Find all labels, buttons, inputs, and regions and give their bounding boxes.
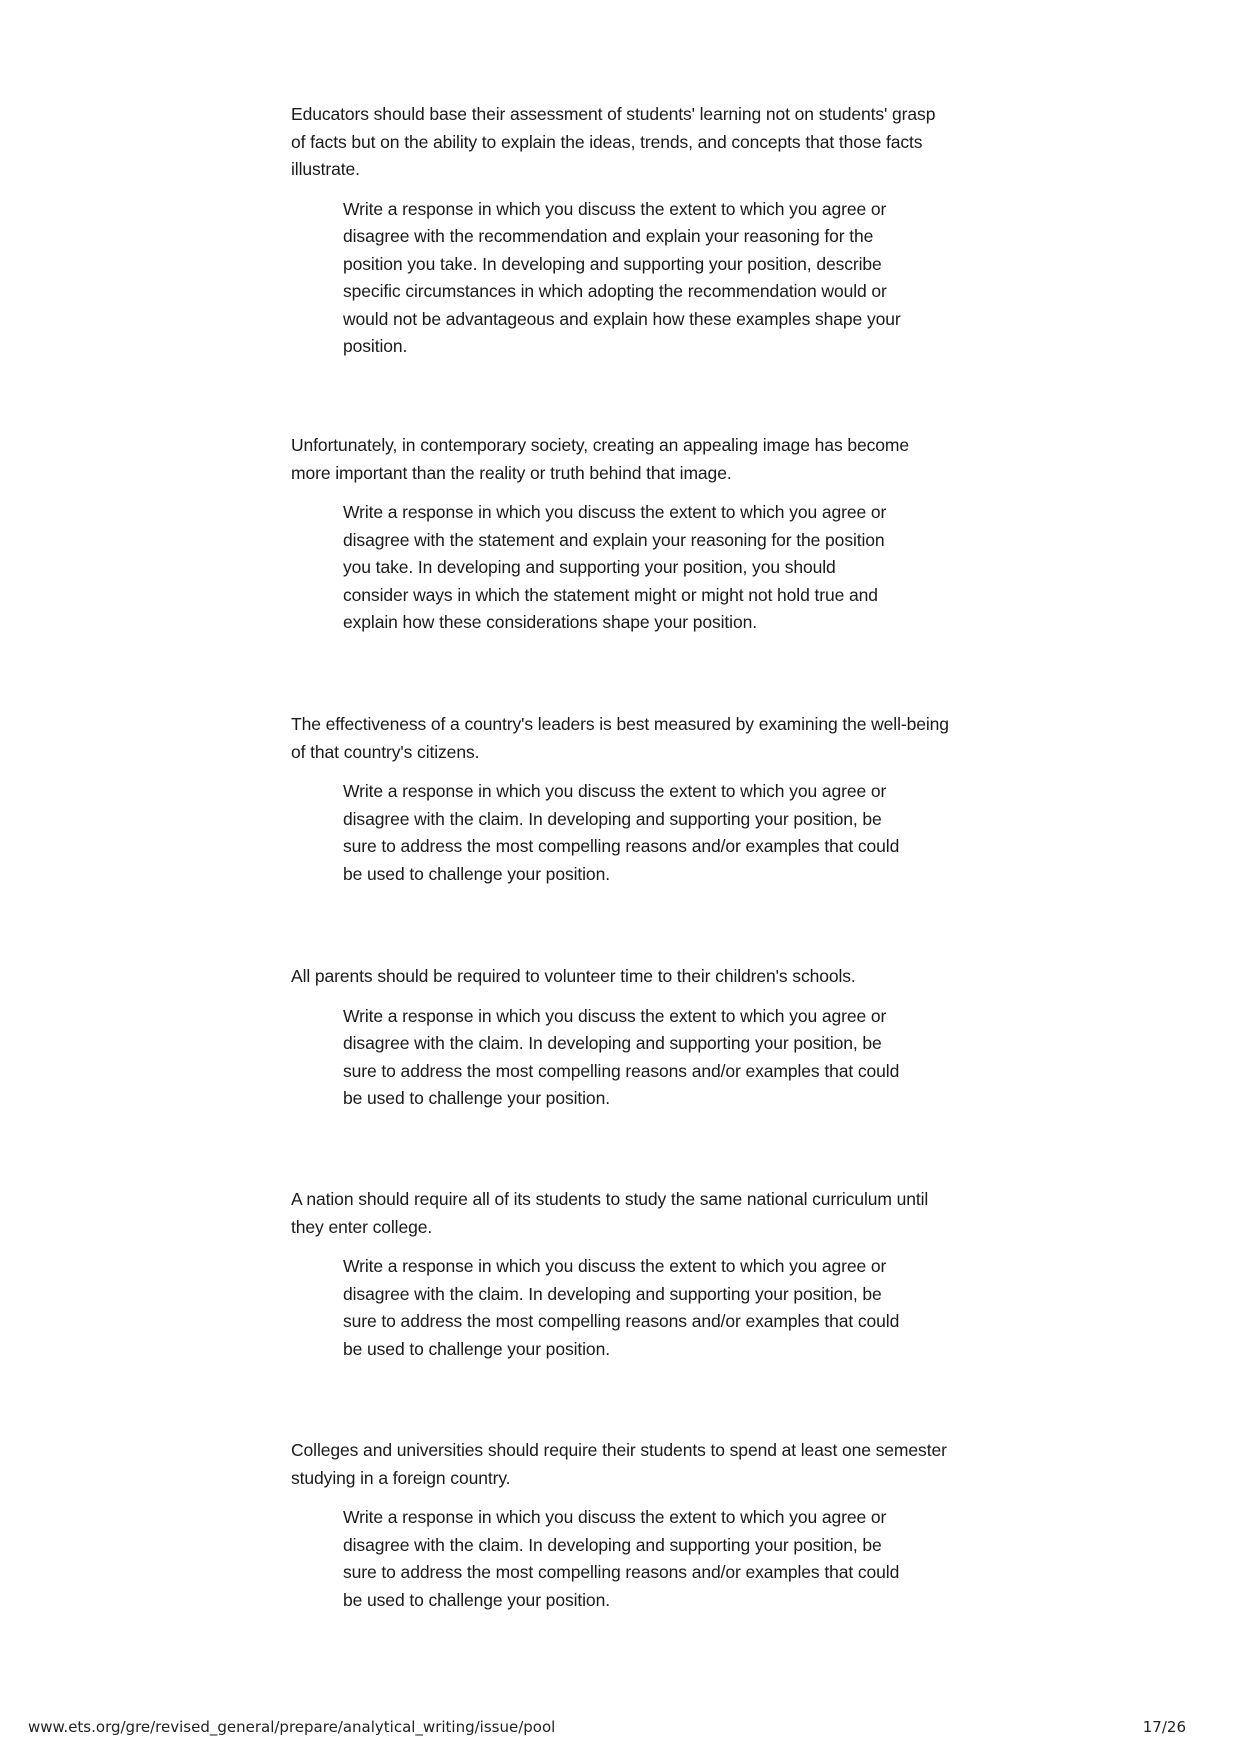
topic-instruction: Write a response in which you discuss the extent to which you agree or disagree with the claim. In developing and supporting your position, be sure to address the most compelling reasons and/or examples that could be used to challenge your position. (343, 1256, 900, 1359)
topic-claim: All parents should be required to volunteer time to their children's schools. (291, 966, 856, 986)
issue-topic (291, 1437, 951, 1614)
topic-instruction: Write a response in which you discuss the extent to which you agree or disagree with the statement and explain your reasoning for the position you take. In developing and supporting your position, you should consider ways in which the statement might or might not hold true and explain how these considerations shape your position. (343, 502, 887, 632)
topic-instruction: Write a response in which you discuss the extent to which you agree or disagree with the recommendation and explain your reasoning for the position you take. In developing and supporting your position, describe specific circumstances in which adopting the recommendation would or would not be advantageous and explain how these examples shape your position. (343, 198, 901, 356)
issue-topic (291, 1186, 951, 1363)
issue-topic (291, 711, 951, 888)
topic-claim: A nation should require all of its students to study the same national curriculum until they enter college. (291, 1189, 929, 1237)
page-number: 17/26 (1142, 1718, 1186, 1736)
issue-topic (291, 963, 951, 1113)
footer-url: www.ets.org/gre/revised_general/prepare/analytical_writing/issue/pool (28, 1718, 556, 1736)
issue-topic (291, 432, 951, 637)
topic-instruction: Write a response in which you discuss the extent to which you agree or disagree with the claim. In developing and supporting your position, be sure to address the most compelling reasons and/or examples that could be used to challenge your position. (343, 1507, 900, 1610)
topic-claim: Educators should base their assessment of students' learning not on students' grasp of facts but on the ability to explain the ideas, trends, and concepts that those facts illustrate. (291, 104, 936, 179)
topic-claim: Unfortunately, in contemporary society, creating an appealing image has become more important than the reality or truth behind that image. (291, 435, 910, 483)
topic-claim: Colleges and universities should require their students to spend at least one semester studying in a foreign country. (291, 1440, 947, 1488)
topic-claim: The effectiveness of a country's leaders is best measured by examining the well-being of that country's citizens. (291, 714, 949, 762)
topic-instruction: Write a response in which you discuss the extent to which you agree or disagree with the claim. In developing and supporting your position, be sure to address the most compelling reasons and/or examples that could be used to challenge your position. (343, 781, 900, 884)
issue-topic (291, 101, 951, 361)
topic-instruction: Write a response in which you discuss the extent to which you agree or disagree with the claim. In developing and supporting your position, be sure to address the most compelling reasons and/or examples that could be used to challenge your position. (343, 1005, 900, 1108)
